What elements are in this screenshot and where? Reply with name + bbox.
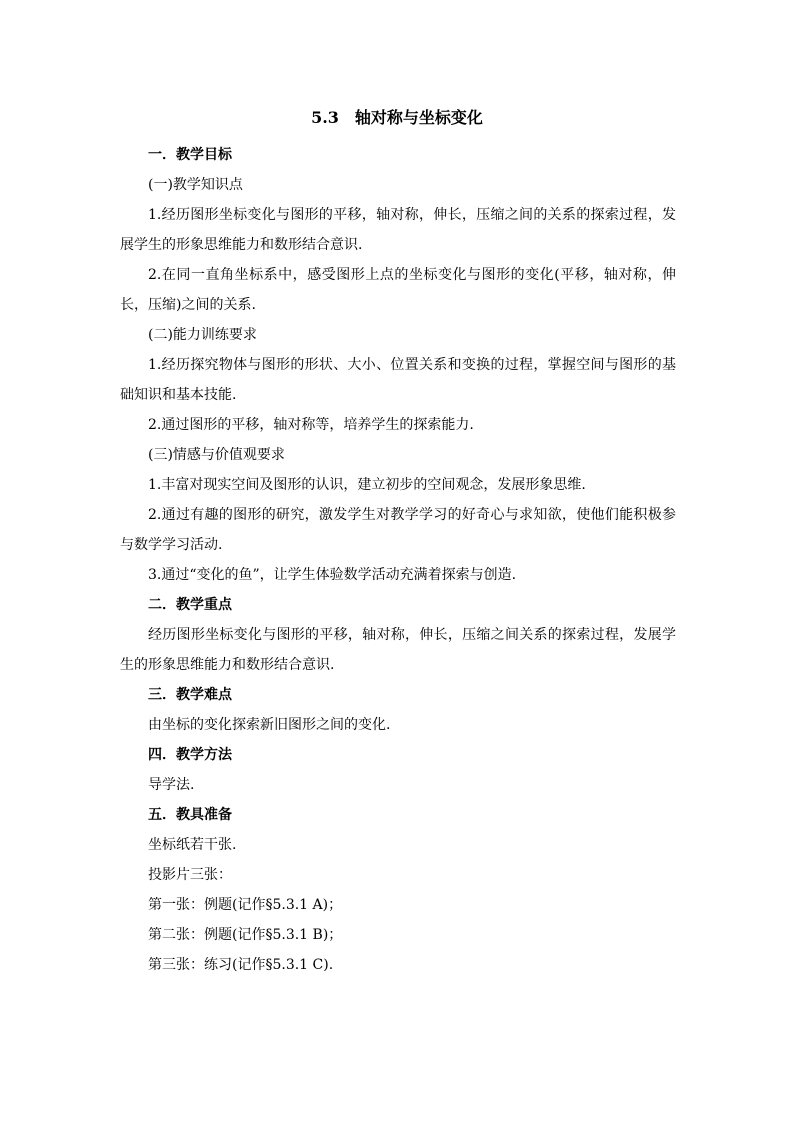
section-heading-key-points: 二．教学重点 bbox=[148, 597, 232, 613]
document-body bbox=[120, 140, 676, 980]
paragraph: 2.在同一直角坐标系中，感受图形上点的坐标变化与图形的变化(平移，轴对称，伸长，压缩)之间的关系. bbox=[120, 267, 676, 313]
paragraph: 经历图形坐标变化与图形的平移，轴对称，伸长，压缩之间关系的探索过程，发展学生的形象思维能力和数形结合意识. bbox=[120, 627, 676, 673]
paragraph: 坐标纸若干张. bbox=[148, 837, 237, 853]
paragraph: 2.通过图形的平移，轴对称等，培养学生的探索能力. bbox=[148, 417, 474, 433]
section-heading-methods: 四．教学方法 bbox=[148, 747, 232, 763]
list-item: 第三张：练习(记作§5.3.1 C). bbox=[148, 957, 334, 973]
paragraph: 由坐标的变化探索新旧图形之间的变化. bbox=[148, 717, 391, 733]
paragraph: 2.通过有趣的图形的研究，激发学生对教学学习的好奇心与求知欲，使他们能积极参与数学学习活动. bbox=[120, 507, 676, 553]
page-title: 5.3 轴对称与坐标变化 bbox=[311, 108, 483, 127]
subheading-ability-requirements: (二)能力训练要求 bbox=[148, 327, 257, 343]
paragraph: 3.通过“变化的鱼”，让学生体验数学活动充满着探索与创造. bbox=[148, 567, 517, 583]
paragraph: 1.丰富对现实空间及图形的认识，建立初步的空间观念，发展形象思维. bbox=[148, 477, 586, 493]
paragraph: 1.经历探究物体与图形的形状、大小、位置关系和变换的过程，掌握空间与图形的基础知识和基本技能. bbox=[120, 357, 676, 403]
subheading-knowledge-points: (一)教学知识点 bbox=[148, 177, 243, 193]
section-heading-materials: 五．教具准备 bbox=[148, 807, 232, 823]
paragraph: 导学法. bbox=[148, 777, 195, 793]
section-heading-goals: 一．教学目标 bbox=[148, 147, 232, 163]
list-item: 第二张：例题(记作§5.3.1 B)； bbox=[148, 927, 343, 943]
list-item: 第一张：例题(记作§5.3.1 A)； bbox=[148, 897, 343, 913]
section-heading-difficulties: 三．教学难点 bbox=[148, 687, 232, 703]
subheading-emotion-values: (三)情感与价值观要求 bbox=[148, 447, 285, 463]
paragraph: 投影片三张： bbox=[148, 867, 232, 883]
paragraph: 1.经历图形坐标变化与图形的平移，轴对称，伸长，压缩之间的关系的探索过程，发展学生的形象思维能力和数形结合意识. bbox=[120, 207, 676, 253]
